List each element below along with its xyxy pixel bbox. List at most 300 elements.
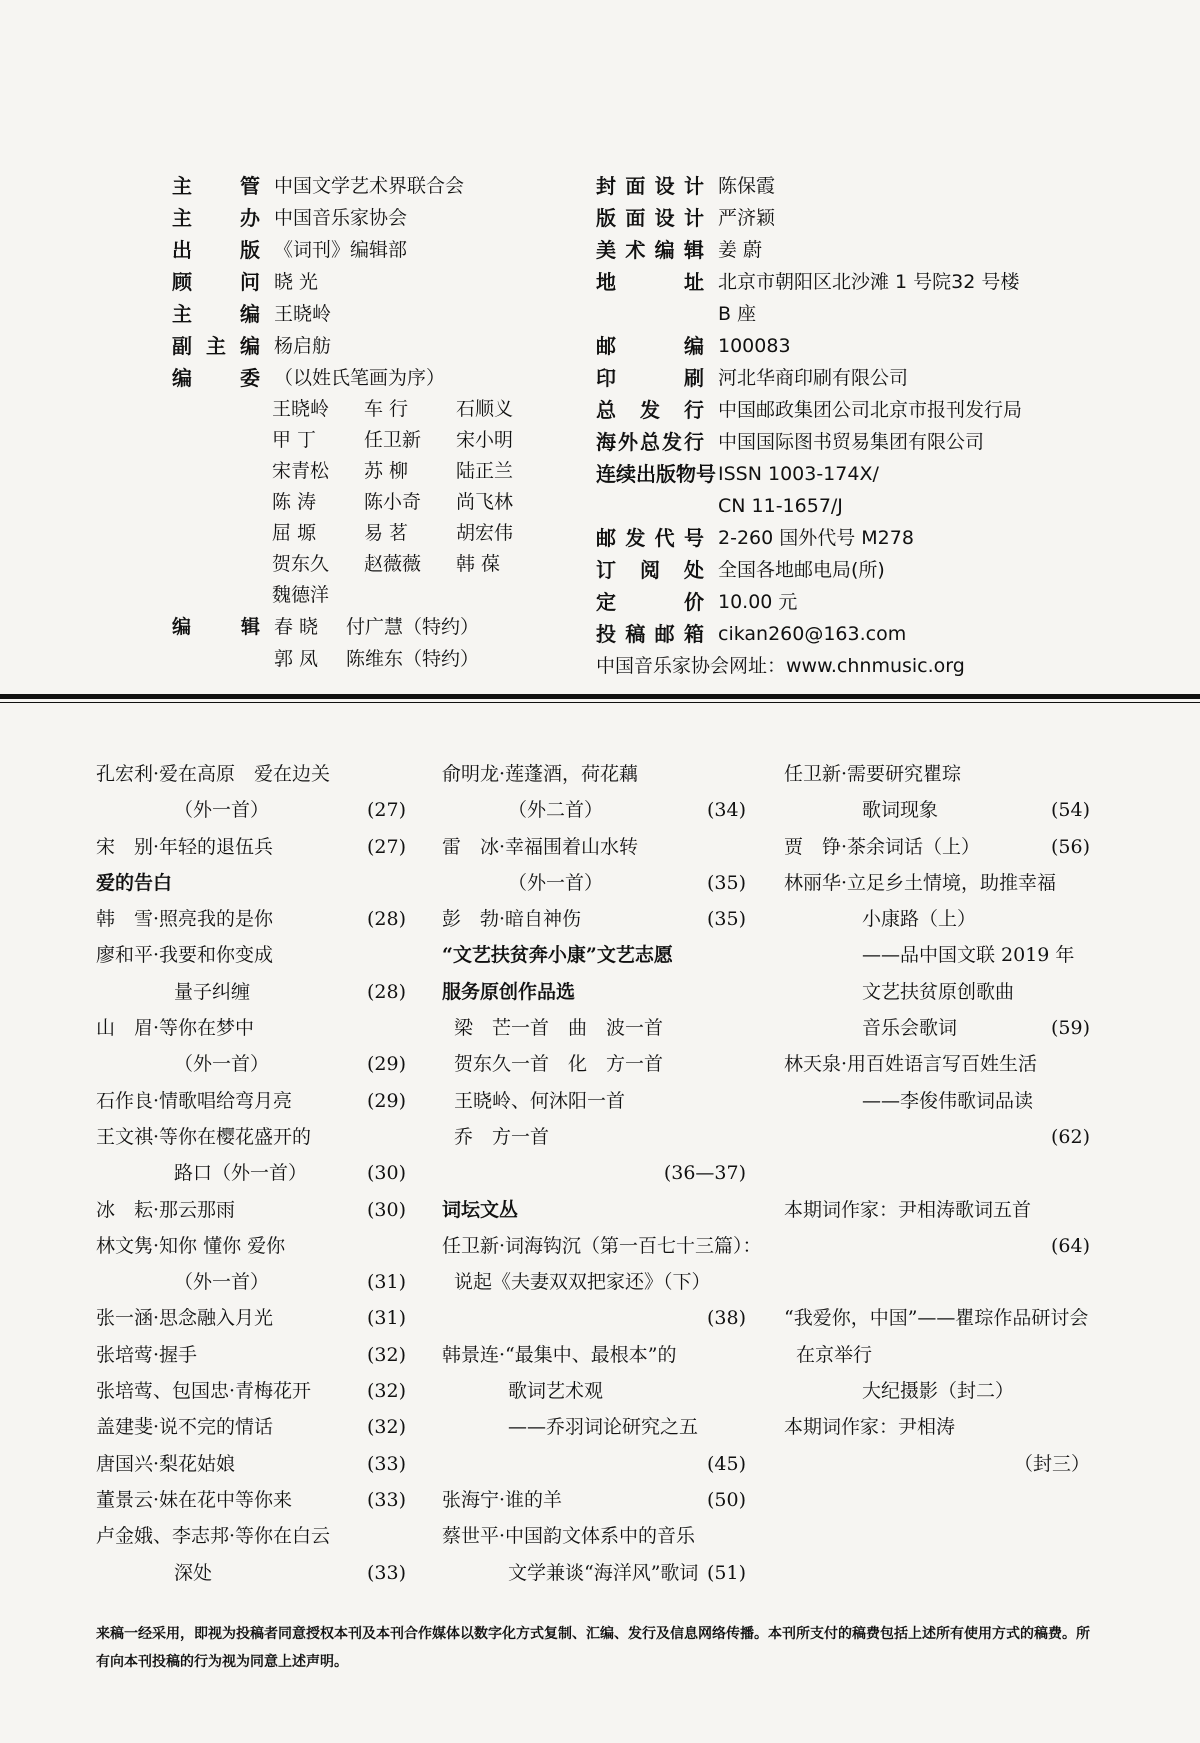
masthead-row (596, 234, 1116, 266)
label-char: 编 (172, 616, 192, 638)
toc-line (442, 1083, 746, 1119)
divider-thick (0, 694, 1200, 699)
masthead-label (596, 426, 704, 458)
editor-name: 春 晓 (274, 616, 319, 638)
masthead-row (172, 298, 592, 330)
masthead-row-cont (596, 490, 1116, 522)
masthead-value: 《词刊》编辑部 (274, 239, 408, 261)
masthead-value: 河北华商印刷有限公司 (718, 367, 909, 389)
label-char: 处 (684, 558, 704, 582)
masthead-row (596, 586, 1116, 618)
toc-entry: 山 眉·等你在梦中 (96, 1017, 255, 1040)
label-char: 邮 (654, 622, 675, 646)
label-char: 主 (172, 174, 192, 198)
label-char: 物 (676, 462, 696, 486)
masthead-row (596, 426, 1116, 458)
toc-line (784, 937, 1090, 973)
toc-line (784, 1300, 1090, 1336)
toc-line (442, 937, 746, 973)
toc-entry: 王文祺·等你在樱花盛开的 (96, 1125, 312, 1148)
label-char: 稿 (625, 622, 646, 646)
page-number: (27) (366, 835, 406, 858)
masthead-left (172, 170, 592, 675)
toc-entry: 彭 勃·暗自神伤 (442, 908, 582, 931)
toc-line (784, 792, 1090, 828)
committee-row (272, 580, 592, 611)
toc-line (784, 1228, 1090, 1264)
toc-line (96, 901, 406, 937)
masthead-label (596, 394, 704, 426)
toc-entry: 乔 方一首 (454, 1125, 550, 1148)
masthead-value: 全国各地邮电局(所) (718, 559, 885, 581)
toc-entry: 俞明龙·莲蓬酒，荷花藕 (442, 763, 639, 785)
toc-line (442, 1046, 746, 1082)
toc-line (96, 937, 406, 973)
toc-entry: （外一首） (174, 799, 270, 822)
masthead-row (596, 170, 1116, 202)
masthead-value: 姜 蔚 (718, 239, 763, 261)
label-char: 号 (683, 526, 704, 550)
toc-line (96, 1482, 406, 1518)
toc-line (96, 865, 406, 901)
masthead-row (596, 458, 1116, 490)
toc-line (96, 1300, 406, 1336)
label-char: 址 (684, 270, 704, 294)
label-char: 计 (683, 206, 704, 230)
toc-entry: 本期词作家：尹相涛歌词五首 (784, 1198, 1032, 1221)
committee-row (272, 549, 592, 580)
label-char: 主 (206, 334, 226, 358)
masthead-value-cont: CN 11-1657/J (718, 495, 843, 517)
masthead-value: 中国音乐家协会 (274, 207, 408, 229)
toc-entry: 深处 (174, 1561, 213, 1584)
toc-line (784, 865, 1090, 901)
page-number: (38) (706, 1307, 746, 1330)
masthead-value: 中国邮政集团公司北京市报刊发行局 (718, 399, 1023, 421)
page-number: (28) (366, 980, 406, 1003)
page-number: (32) (366, 1380, 406, 1403)
committee-row (272, 425, 592, 456)
toc-line (442, 1010, 746, 1046)
toc-entry: 卢金娥、李志邦·等你在白云 (96, 1525, 331, 1548)
label-char: 办 (240, 206, 260, 230)
toc-entry: 小康路（上） (862, 908, 977, 931)
editor-name: 陈维东（特约） (346, 648, 480, 670)
masthead-value: 严济颖 (718, 207, 776, 229)
masthead-label (596, 234, 704, 266)
toc-entry: 董景云·妹在花中等你来 (96, 1488, 293, 1511)
label-char: 连 (596, 462, 616, 486)
masthead-value: 陈保霞 (718, 175, 776, 197)
page-number: (28) (366, 908, 406, 931)
label-char: 术 (625, 238, 646, 262)
section-heading: 爱的告白 (96, 871, 173, 894)
page-number: (54) (1050, 799, 1090, 822)
page-number: (31) (366, 1271, 406, 1294)
label-char: 定 (596, 590, 616, 614)
masthead-label (596, 362, 704, 394)
page-number: （封三） (1013, 1452, 1090, 1475)
committee-member: 王晓岭 (272, 398, 330, 420)
toc-line (442, 1409, 746, 1445)
page-number: (34) (706, 799, 746, 822)
committee-member: 易 茗 (364, 522, 409, 544)
toc-line (442, 792, 746, 828)
section-heading: 词坛文丛 (442, 1198, 519, 1221)
label-char: 封 (596, 174, 616, 198)
toc-entry: 冰 耘·那云那雨 (96, 1198, 236, 1221)
toc-line (784, 1373, 1090, 1409)
masthead-label (596, 554, 704, 586)
committee-row (272, 487, 592, 518)
toc-entry: （外一首） (174, 1271, 270, 1294)
toc-entry: 大纪摄影（封二） (862, 1380, 1015, 1403)
masthead-label (172, 234, 260, 266)
masthead-label (172, 298, 260, 330)
masthead-value: （以姓氏笔画为序） (274, 367, 446, 389)
toc-line (96, 1228, 406, 1264)
committee-member: 贺东久 (272, 553, 330, 575)
toc-entry: 林丽华·立足乡土情境，助推幸福 (784, 871, 1057, 894)
page-number: (56) (1050, 835, 1090, 858)
toc-line (442, 1482, 746, 1518)
masthead-row (172, 330, 592, 362)
toc-entry: 盖建斐·说不完的情话 (96, 1416, 274, 1439)
masthead-value-cont: B 座 (718, 303, 757, 325)
label-char: 箱 (683, 622, 704, 646)
toc-line (784, 1337, 1090, 1373)
toc-line (96, 792, 406, 828)
label-char: 发 (640, 398, 660, 422)
label-char: 出 (172, 238, 192, 262)
toc-line (442, 865, 746, 901)
toc-line (96, 1518, 406, 1554)
label-char: 发 (625, 526, 646, 550)
page-number: (36—37) (663, 1162, 746, 1185)
masthead-row (172, 266, 592, 298)
masthead-row (596, 554, 1116, 586)
editors-row (172, 611, 592, 643)
page-number: (33) (366, 1488, 406, 1511)
toc-entry: 文艺扶贫原创歌曲 (862, 980, 1015, 1003)
page-number: (29) (366, 1089, 406, 1112)
label-char: 委 (240, 366, 260, 390)
masthead-row (596, 266, 1116, 298)
editor-name: 郭 凤 (274, 648, 319, 670)
masthead-label (596, 458, 716, 490)
label-char: 顾 (172, 270, 192, 294)
label-char: 面 (625, 174, 646, 198)
toc-entry: “我爱你，中国”——瞿琮作品研讨会 (784, 1307, 1089, 1330)
toc-line (96, 974, 406, 1010)
masthead-label (596, 330, 704, 362)
label-char: 编 (684, 334, 704, 358)
masthead-row (596, 202, 1116, 234)
masthead-label (172, 330, 260, 362)
label-char: 主 (172, 302, 192, 326)
page-number: (30) (366, 1198, 406, 1221)
divider-thin (0, 702, 1200, 703)
toc-entry: （外二首） (508, 799, 604, 822)
label-char: 行 (684, 430, 704, 454)
page-number: (31) (366, 1307, 406, 1330)
label-char: 号 (696, 462, 716, 486)
masthead-label (596, 618, 704, 650)
masthead-value: 杨启舫 (274, 335, 332, 357)
toc-line (96, 1192, 406, 1228)
contents-column-2 (442, 756, 762, 1591)
masthead-label (172, 611, 260, 643)
masthead-row (172, 170, 592, 202)
toc-entry: 贾 铮·茶余词话（上） (784, 835, 981, 858)
toc-entry: 王晓岭、何沐阳一首 (454, 1089, 626, 1112)
committee-row (272, 456, 592, 487)
masthead-row (596, 394, 1116, 426)
toc-line (96, 1337, 406, 1373)
page-number: (59) (1050, 1017, 1090, 1040)
page-number: (64) (1050, 1234, 1090, 1257)
website-line: 中国音乐家协会网址：www.chnmusic.org (596, 655, 965, 677)
toc-entry: 唐国兴·梨花姑娘 (96, 1452, 236, 1475)
label-char: 总 (596, 398, 616, 422)
toc-line (784, 1192, 1090, 1228)
label-char: 发 (662, 430, 682, 454)
page-number: (62) (1050, 1125, 1090, 1148)
contents-column-3 (784, 756, 1090, 1482)
editors-value (274, 643, 507, 675)
committee-member: 赵薇薇 (364, 553, 422, 575)
toc-entry: 任卫新·词海钩沉（第一百七十三篇）： (442, 1234, 762, 1257)
label-char: 续 (616, 462, 636, 486)
label-char: 行 (684, 398, 704, 422)
committee-member: 任卫新 (364, 429, 422, 451)
masthead-row (172, 202, 592, 234)
masthead-label (172, 170, 260, 202)
toc-line (784, 901, 1090, 937)
toc-entry: 蔡世平·中国韵文体系中的音乐 (442, 1525, 696, 1548)
toc-line (442, 1155, 746, 1191)
toc-entry: 路口（外一首） (174, 1162, 308, 1185)
toc-line (96, 829, 406, 865)
toc-entry: 宋 别·年轻的退伍兵 (96, 835, 274, 858)
label-char: 地 (596, 270, 616, 294)
label-char: 代 (654, 526, 675, 550)
toc-line (442, 1192, 746, 1228)
page-number: (35) (706, 871, 746, 894)
masthead-label (596, 202, 704, 234)
label-char: 外 (618, 430, 638, 454)
label-char: 问 (240, 270, 260, 294)
toc-entry: （外一首） (174, 1053, 270, 1076)
toc-line (784, 1446, 1090, 1482)
committee-member: 甲 丁 (272, 429, 317, 451)
toc-line (442, 974, 746, 1010)
toc-line (96, 1446, 406, 1482)
contents-column-1 (96, 756, 406, 1591)
committee-member: 车 行 (364, 398, 409, 420)
page-number: (30) (366, 1162, 406, 1185)
page-number: (32) (366, 1416, 406, 1439)
masthead-value: 晓 光 (274, 271, 319, 293)
masthead-row (172, 234, 592, 266)
masthead-row (172, 362, 592, 394)
copyright-notice: 来稿一经采用，即视为投稿者同意授权本刊及本刊合作媒体以数字化方式复制、汇编、发行及信息网络传播。本刊所支付的稿费包括上述所有使用方式的稿费。所有向本刊投稿的行为视为同意上述声明。 (96, 1626, 1090, 1670)
toc-entry: 梁 芒一首 曲 波一首 (454, 1017, 664, 1040)
label-char: 面 (625, 206, 646, 230)
toc-entry: 在京举行 (796, 1343, 873, 1366)
toc-entry: 本期词作家：尹相涛 (784, 1416, 956, 1439)
label-char: 编 (654, 238, 675, 262)
masthead-label-spacer (172, 643, 260, 675)
page-number: (45) (706, 1452, 746, 1475)
toc-entry: 张海宁·谁的羊 (442, 1488, 563, 1511)
masthead-label (172, 362, 260, 394)
label-char: 总 (640, 430, 660, 454)
committee-member: 石顺义 (456, 398, 514, 420)
toc-entry: 张培莺·握手 (96, 1343, 198, 1366)
committee-member: 胡宏伟 (456, 522, 514, 544)
page-number: (51) (706, 1561, 746, 1584)
page-number: (32) (366, 1343, 406, 1366)
toc-entry: 歌词艺术观 (508, 1380, 604, 1403)
toc-line (96, 1083, 406, 1119)
label-char: 设 (654, 206, 675, 230)
label-char: 副 (172, 334, 192, 358)
label-char: 出 (636, 462, 656, 486)
page-number: (29) (366, 1053, 406, 1076)
page-number: (50) (706, 1488, 746, 1511)
committee-member: 韩 葆 (456, 553, 501, 575)
toc-line (442, 1446, 746, 1482)
committee-member: 陈 涛 (272, 491, 317, 513)
committee-member: 苏 柳 (364, 460, 409, 482)
label-char: 阅 (640, 558, 660, 582)
toc-entry: 量子纠缠 (174, 980, 251, 1003)
label-char: 订 (596, 558, 616, 582)
toc-line (442, 1228, 762, 1264)
toc-entry: 说起《夫妻双双把家还》（下） (454, 1271, 711, 1294)
masthead-value: 北京市朝阳区北沙滩 1 号院32 号楼 (718, 271, 1020, 293)
label-char: 辑 (240, 616, 260, 638)
masthead-label (596, 266, 704, 298)
masthead-row (596, 618, 1116, 650)
toc-line (96, 1155, 406, 1191)
toc-entry: 韩景连·“最集中、最根本”的 (442, 1343, 677, 1366)
toc-line (784, 1119, 1090, 1155)
label-char: 辑 (683, 238, 704, 262)
toc-line (442, 829, 746, 865)
toc-line (784, 1083, 1090, 1119)
toc-entry: 林文隽·知你 懂你 爱你 (96, 1234, 286, 1257)
toc-line (442, 1518, 746, 1554)
masthead-label (596, 522, 704, 554)
toc-line (96, 1409, 406, 1445)
toc-line (96, 1119, 406, 1155)
masthead-value: 王晓岭 (274, 303, 332, 325)
committee-row (272, 394, 592, 425)
label-char: 美 (596, 238, 616, 262)
toc-entry: 石作良·情歌唱给弯月亮 (96, 1089, 293, 1112)
toc-entry: 韩 雪·照亮我的是你 (96, 908, 274, 931)
masthead-label (596, 170, 704, 202)
toc-line (784, 1010, 1090, 1046)
label-char: 主 (172, 206, 192, 230)
masthead-row (596, 362, 1116, 394)
toc-entry: （外一首） (508, 871, 604, 894)
label-char: 邮 (596, 334, 616, 358)
page-number: (27) (366, 799, 406, 822)
committee-member: 屈 塬 (272, 522, 317, 544)
toc-entry: 张一涵·思念融入月光 (96, 1307, 274, 1330)
toc-line (442, 1119, 746, 1155)
toc-entry: ——品中国文联 2019 年 (862, 944, 1075, 967)
label-char: 编 (240, 302, 260, 326)
masthead-value: 2-260 国外代号 M278 (718, 527, 914, 549)
toc-line (784, 1409, 1090, 1445)
toc-entry: ——李俊伟歌词品读 (862, 1089, 1034, 1112)
editorial-committee (272, 394, 592, 611)
page-number: (35) (706, 908, 746, 931)
toc-line (442, 1555, 746, 1591)
masthead-value: cikan260@163.com (718, 623, 907, 645)
masthead-right (596, 170, 1116, 682)
toc-line (96, 1555, 406, 1591)
page-number: (33) (366, 1452, 406, 1475)
toc-line (784, 1046, 1090, 1082)
toc-entry: 贺东久一首 化 方一首 (454, 1053, 664, 1076)
section-heading: “文艺扶贫奔小康”文艺志愿 (442, 944, 673, 967)
toc-line (442, 1300, 746, 1336)
toc-entry: 孔宏利·爱在高原 爱在边关 (96, 763, 331, 785)
toc-line (96, 1046, 406, 1082)
toc-line (442, 1337, 746, 1373)
label-char: 价 (684, 590, 704, 614)
toc-line (442, 901, 746, 937)
masthead-value: 100083 (718, 335, 791, 357)
label-char: 版 (596, 206, 616, 230)
masthead-value: 中国文学艺术界联合会 (274, 175, 465, 197)
toc-line (442, 1373, 746, 1409)
committee-member: 陈小奇 (364, 491, 422, 513)
committee-member: 陆正兰 (456, 460, 514, 482)
label-char: 管 (240, 174, 260, 198)
toc-line (784, 756, 1090, 792)
toc-line (96, 756, 406, 792)
toc-entry: 雷 冰·幸福围着山水转 (442, 835, 639, 858)
toc-entry: 文学兼谈“海洋风”歌词 (508, 1561, 699, 1584)
page-number: (33) (366, 1561, 406, 1584)
editors-row (172, 643, 592, 675)
masthead-value: 中国国际图书贸易集团有限公司 (718, 431, 985, 453)
toc-line (96, 1010, 406, 1046)
label-char: 刷 (684, 366, 704, 390)
label-char: 版 (240, 238, 260, 262)
committee-row (272, 518, 592, 549)
committee-member: 魏德洋 (272, 584, 330, 606)
masthead-value: ISSN 1003-174X/ (718, 463, 879, 485)
masthead-label (172, 266, 260, 298)
label-char: 编 (240, 334, 260, 358)
toc-line (442, 756, 746, 792)
editor-name: 付广慧（特约） (346, 616, 480, 638)
toc-entry: 歌词现象 (862, 799, 939, 822)
toc-entry: 廖和平·我要和你变成 (96, 944, 274, 967)
toc-line (442, 1264, 746, 1300)
toc-entry: 林天泉·用百姓语言写百姓生活 (784, 1053, 1038, 1076)
toc-entry: 音乐会歌词 (862, 1017, 958, 1040)
toc-entry: 任卫新·需要研究瞿琮 (784, 763, 962, 785)
label-char: 编 (172, 366, 192, 390)
